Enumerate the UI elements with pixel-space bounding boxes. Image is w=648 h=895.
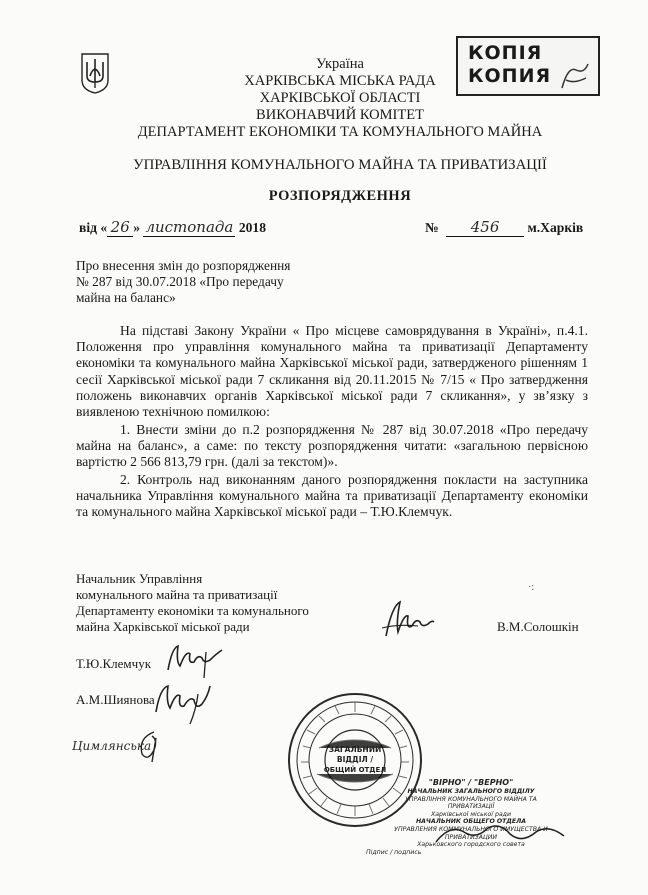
header-office: УПРАВЛІННЯ КОМУНАЛЬНОГО МАЙНА ТА ПРИВАТИЗАЦІЇ — [133, 157, 547, 173]
date-year: 2018 — [238, 220, 266, 235]
verno-line3: УПРАВЛІННЯ КОМУНАЛЬНОГО МАЙНА ТА ПРИВАТИЗАЦІЇ — [405, 795, 537, 811]
signatory-title-line3: Департаменту економіки та комунального — [76, 603, 309, 618]
header-council-line1: ХАРКІВСЬКА МІСЬКА РАДА — [244, 73, 436, 89]
verno-line4: Харківської міської ради — [431, 810, 511, 818]
signatory-title-line4: майна Харківської міської ради — [76, 619, 250, 634]
body-preamble: На підставі Закону України « Про місцеве самоврядування в Україні», п.4.1. Положення про управління комунального майна та приватизації Департаменту економіки та комунального майна Харківської міської ради, затвердженого рішенням 1 сесії Харківської міської ради 7 скликання від 20.11.2015 № 7/15 « Про затвердження положень виконавчих органів Харківської міської ради 7 скликання», у зв’язку з виявленою технічною помилкою: — [76, 323, 588, 420]
verno-signature-icon — [430, 818, 570, 850]
document-number: 456 — [446, 218, 524, 237]
body-item-2: 2. Контроль над виконанням даного розпорядження покласти на заступника начальника Управління комунального майна та приватизації Департаменту економіки та комунального майна Харківської міської ради – Т.Ю.Клемчук. — [76, 472, 588, 520]
verno-line8: Підпис / подпись — [366, 848, 422, 856]
subject-line1: Про внесення змін до розпорядження — [76, 258, 291, 273]
body-item-1: 1. Внести зміни до п.2 розпорядження № 287 від 30.07.2018 «Про передачу майна на баланс», а саме: по тексту розпорядження читати: «загальною первісною вартістю 2 566 813,79 грн. (далі за текстом)». — [76, 422, 588, 470]
signatory-name: В.М.Солошкін — [497, 619, 579, 634]
date-day: 26 — [107, 218, 133, 237]
header-council-line2: ХАРКІВСЬКОЇ ОБЛАСТІ — [259, 90, 421, 106]
seal-center-line2: ВІДДІЛ / — [336, 755, 374, 764]
handwritten-signature-icon — [378, 596, 438, 642]
date-mid: » — [133, 220, 140, 235]
approval-klemchuk: Т.Ю.Клемчук — [76, 656, 152, 671]
approval-shiyanova: А.М.Шиянова — [76, 692, 155, 707]
verno-line7: Харьковского городского совета — [417, 841, 525, 849]
approval-signature-1-icon — [162, 640, 228, 680]
header-country: Україна — [316, 56, 364, 72]
date-month: листопада — [143, 218, 235, 237]
copy-stamp-line2: КОПИЯ — [468, 65, 552, 87]
document-type-title: РОЗПОРЯДЖЕННЯ — [268, 188, 412, 204]
date-prefix: від « — [79, 220, 108, 235]
signatory-title-line1: Начальник Управління — [76, 571, 203, 586]
scan-speck: ·: — [528, 582, 535, 593]
copy-stamp-line1: КОПІЯ — [468, 42, 543, 64]
signatory-title-line2: комунального майна та приватизації — [76, 587, 278, 602]
verno-line1: "ВІРНО" / "ВЕРНО" — [428, 778, 514, 787]
approval-signature-2-icon — [150, 678, 214, 728]
date-line — [79, 218, 266, 237]
verno-line2: НАЧАЛЬНИК ЗАГАЛЬНОГО ВІДДІЛУ — [407, 788, 535, 795]
seal-center-line3: ОБЩИЙ ОТДЕЛ — [323, 766, 387, 774]
number-label: № — [425, 220, 439, 235]
subject-line3: майна на баланс» — [76, 290, 176, 305]
subject-line2: № 287 від 30.07.2018 «Про передачу — [76, 274, 284, 289]
number-line — [425, 218, 583, 237]
header-committee: ВИКОНАВЧИЙ КОМІТЕТ — [256, 107, 424, 123]
header-department: ДЕПАРТАМЕНТ ЕКОНОМІКИ ТА КОМУНАЛЬНОГО МАЙНА — [137, 124, 543, 140]
seal-center-line1: ЗАГАЛЬНИЙ — [328, 745, 382, 754]
city: м.Харків — [527, 220, 584, 235]
verno-line5: НАЧАЛЬНИК ОБЩЕГО ОТДЕЛА — [415, 818, 527, 826]
approval-tsymlianska: Цимлянська — [72, 739, 152, 753]
approval-signature-3-icon — [134, 728, 164, 764]
verno-line6: УПРАВЛЕНИЯ КОММУНАЛЬНОГО ИМУЩЕСТВА И ПРИВАТИЗАЦИИ — [394, 825, 548, 841]
